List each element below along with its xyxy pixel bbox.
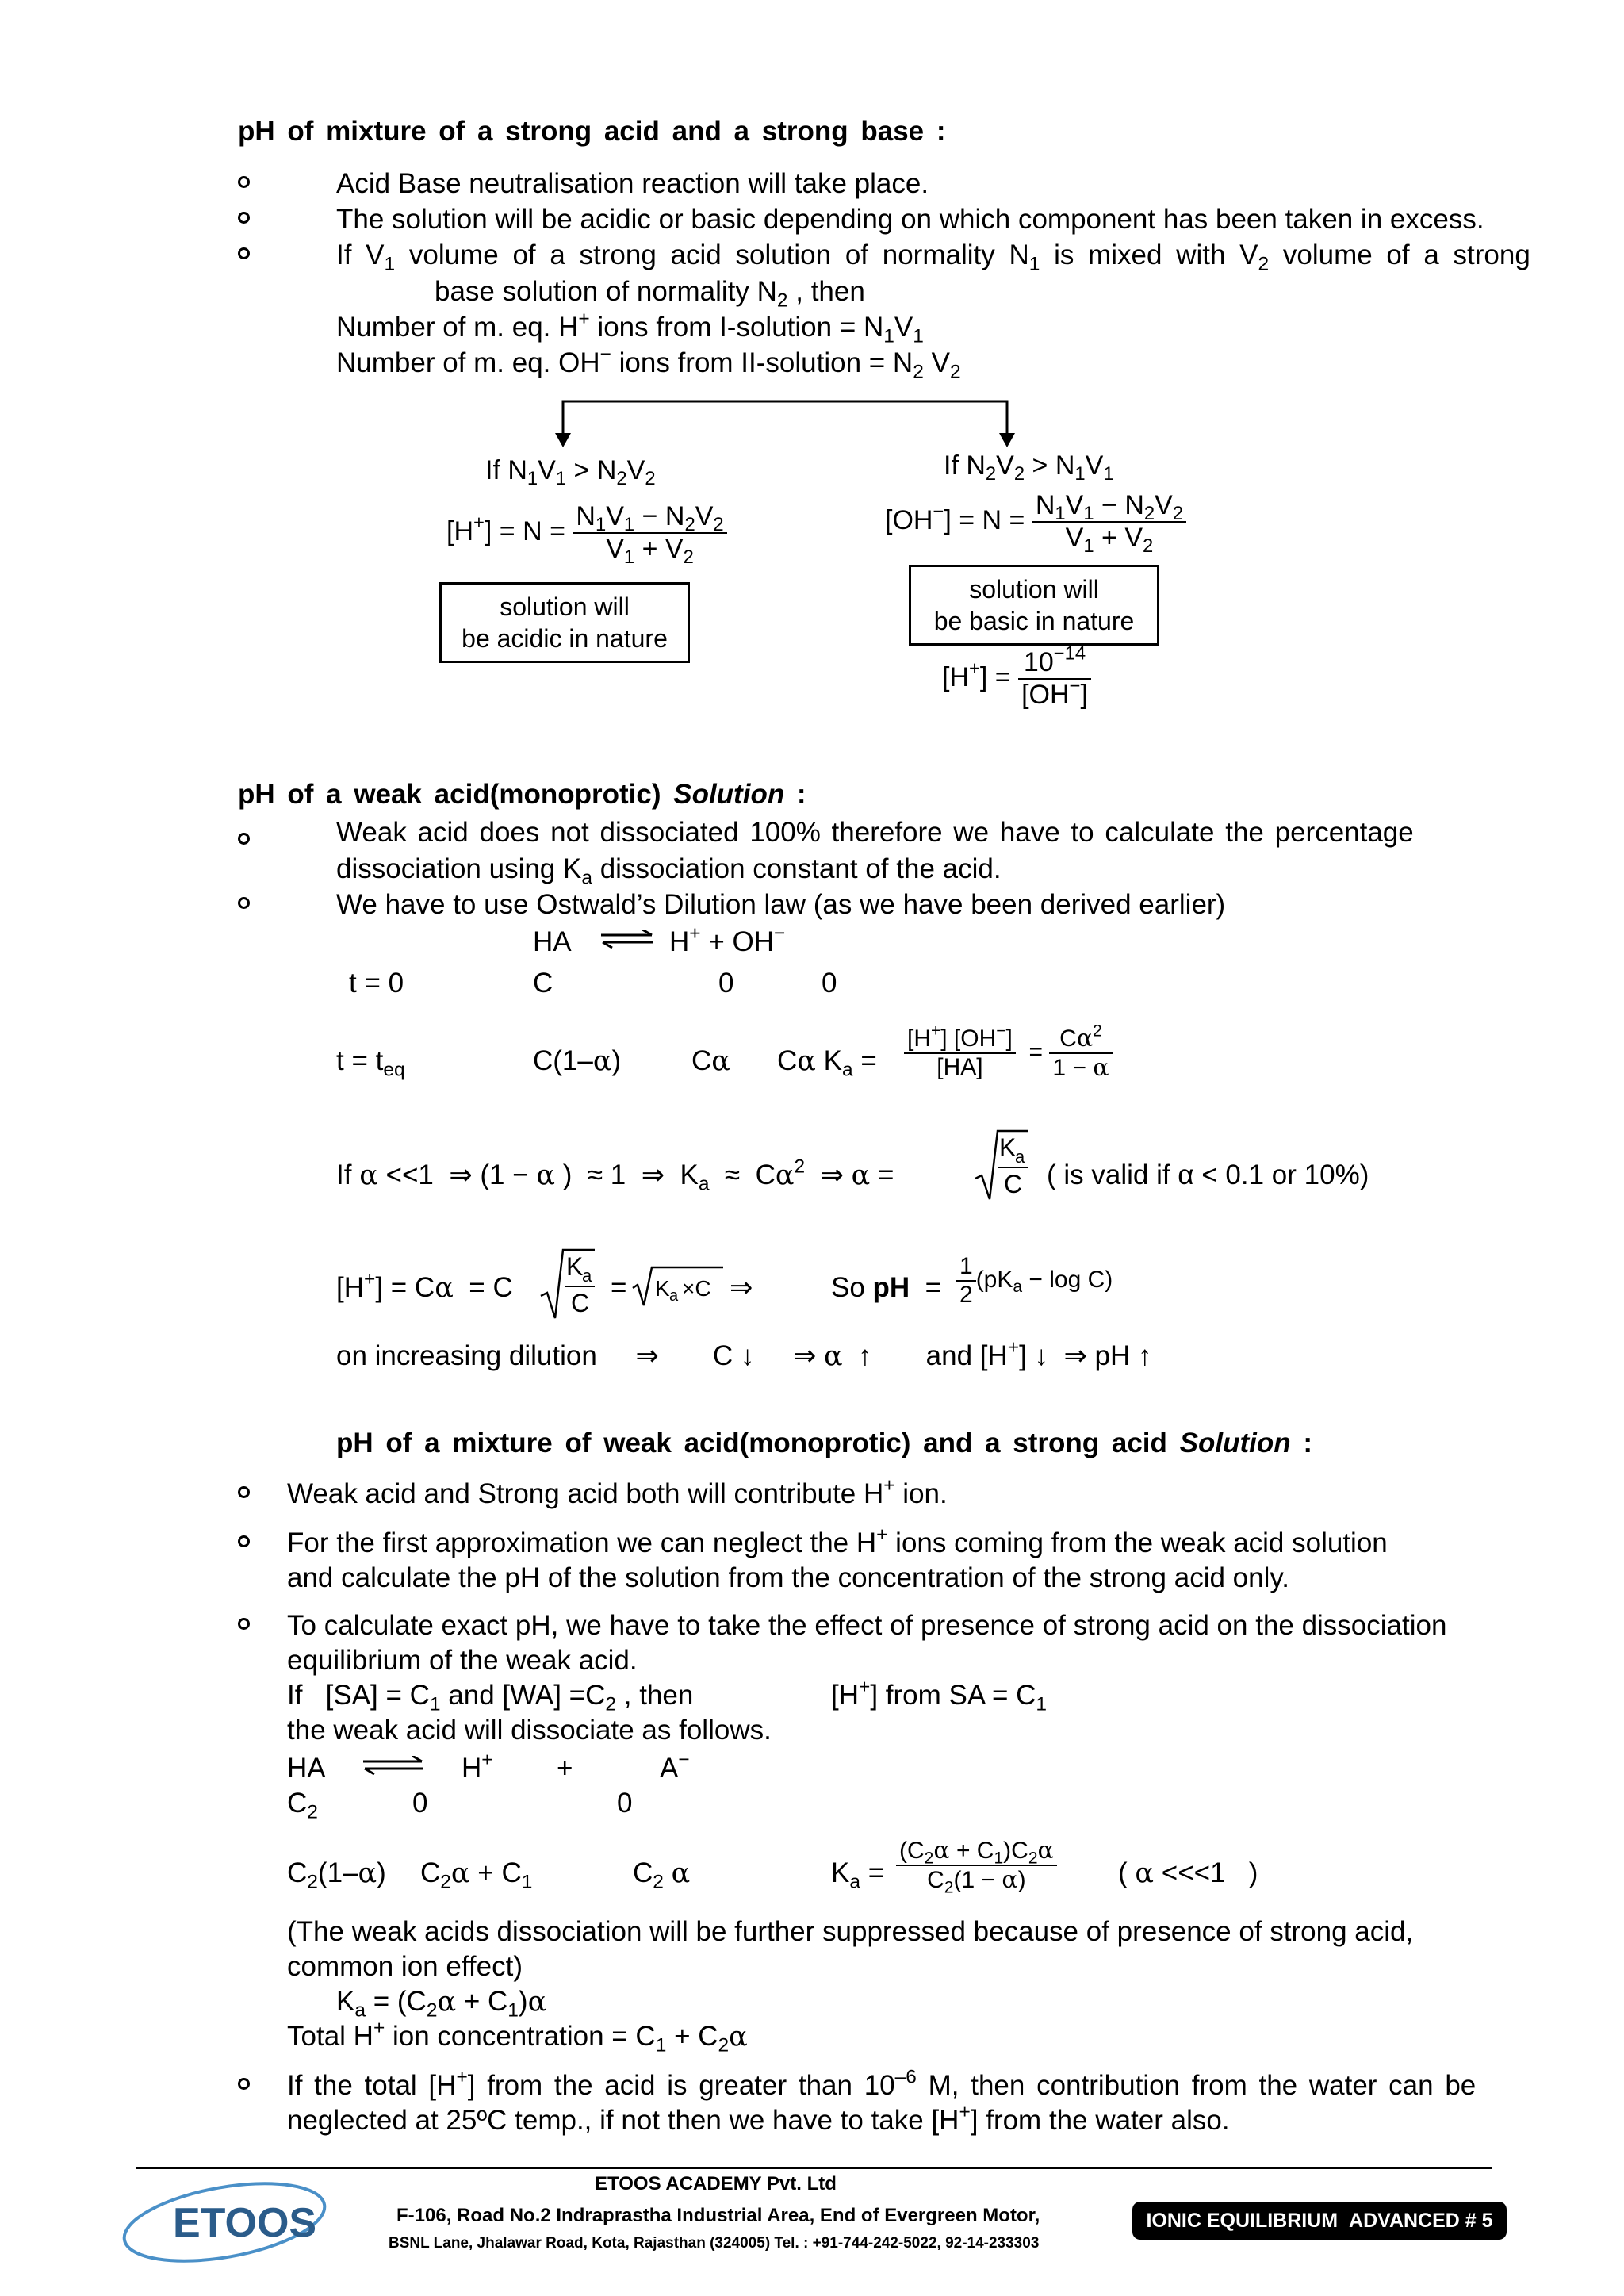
s3-bullet-1: Weak acid and Strong acid both will contribute H+ ion. [287, 1474, 948, 1509]
footer-company: ETOOS ACADEMY Pvt. Ltd [595, 2173, 837, 2194]
svg-text:×C: ×C [682, 1276, 711, 1301]
reaction2-a: A− [660, 1749, 690, 1784]
s3-bullet-2: For the first approximation we can neglect the H+ ions coming from the weak acid solution [287, 1524, 1388, 1558]
s3-bullet-3-cont: equilibrium of the weak acid. [287, 1645, 638, 1676]
bullet-icon [238, 1618, 250, 1630]
section3-heading: pH of a mixture of weak acid(monoprotic) and a strong acid Solution : [336, 1428, 1313, 1458]
bullet-icon [238, 247, 250, 259]
reaction2-ha: HA [287, 1753, 326, 1784]
eq-c2-1-alpha: $C_2(1-\alpha)$ [287, 1857, 386, 1893]
s3-bullet-4-cont: neglected at 25ºC temp., if not then we have to take [H+] from the water also. [287, 2101, 1230, 2136]
suppression-para-cont: common ion effect) [287, 1951, 523, 1982]
equilibrium-arrow-icon [599, 930, 655, 949]
meq-oh-line: Number of m. eq. OH− ions from II-solution = $N_2$ $V_2$ [336, 343, 961, 383]
acidic-box: solution will be acidic in nature [439, 582, 690, 663]
svg-text:C: C [1004, 1170, 1023, 1198]
implies-arrow: ⇒ [730, 1272, 753, 1303]
s3-bullet-2-cont: and calculate the pH of the solution from the concentration of the strong acid only. [287, 1562, 1289, 1593]
basic-box: solution will be basic in nature [909, 565, 1159, 646]
s3-bullet-3: To calculate exact pH, we have to take the effect of presence of strong acid on the dissociation [287, 1610, 1447, 1641]
svg-text:C: C [571, 1289, 590, 1317]
svg-text:a: a [582, 1266, 592, 1286]
left-condition: If $N_1V_1 > N_2V_2$ [485, 455, 656, 490]
alpha-condition: ( α <<<1 ) [1118, 1857, 1258, 1889]
reaction-products: H+ + OH− [669, 922, 786, 957]
validity-note: ( is valid if α < 0.1 or 10%) [1047, 1159, 1369, 1190]
footer-address-1: F-106, Road No.2 Indraprastha Industrial Area, End of Evergreen Motor, [396, 2205, 1040, 2226]
bullet-icon [238, 897, 250, 909]
bullet-icon [238, 2078, 250, 2090]
teq-c1a: C(1–α) [533, 1045, 622, 1077]
left-formula: [H+] = N = $\frac{N_1V_1 - N_2V_2}{V_1 + V_2}$ [446, 501, 727, 565]
t0-label: t = 0 [349, 968, 404, 999]
reaction2-h: H+ [462, 1749, 493, 1784]
reaction2-plus: + [557, 1753, 573, 1784]
s3-bullet-4: If the total [H+] from the acid is greater than $10^{-6}$ M, then contribution from the water can be [287, 2066, 1477, 2101]
bullet-icon [238, 1486, 250, 1498]
sa-wa-line: If $[SA] = C_1$ and $[WA] =C_2$ , then [287, 1680, 694, 1715]
eq-sign: = [611, 1272, 627, 1303]
svg-text:a: a [1015, 1147, 1025, 1167]
bullet-icon [238, 212, 250, 224]
bullet-icon [238, 176, 250, 188]
svg-text:K: K [566, 1252, 584, 1281]
ka2-formula: $\frac{(C_2\alpha + C_1)C_2\alpha}{C_2(1 - \alpha)}$ [896, 1837, 1057, 1894]
bullet-icon [238, 833, 250, 845]
eq-c2a: $C_2$ α [633, 1857, 691, 1893]
so-ph: So pH = [831, 1272, 942, 1303]
ka2-label: $K_a$ = [831, 1857, 885, 1893]
h-ion-line: [H+] = Cα = C [336, 1268, 513, 1304]
ka-simplified: $K_a = (C_2\alpha + C_1)\alpha$ [336, 1986, 547, 2022]
sqrt-ka-c-2 [539, 1247, 596, 1323]
s2-bullet-1: Weak acid does not dissociated 100% therefore we have to calculate the percentage [336, 817, 1414, 848]
ka-formula: $\frac{[H^+] [OH^-]}{[HA]}$ = $\frac{C\alpha^2}{1 - \alpha}$ [904, 1025, 1113, 1082]
svg-text:K: K [999, 1133, 1017, 1162]
t0-c: C [533, 968, 553, 999]
etoos-logo [117, 2175, 331, 2268]
t0-zero1: 0 [718, 968, 734, 999]
footer-divider [136, 2167, 1492, 2169]
h-from-oh-formula: [H+] = $\frac{10^{-14}}{[OH^-]}$ [942, 647, 1091, 711]
teq-ca2: Cα $K_a$ = [777, 1045, 877, 1081]
section2-heading: pH of a weak acid(monoprotic) Solution : [238, 779, 806, 810]
s1-bullet-2: The solution will be acidic or basic depending on which component has been taken in excess. [336, 204, 1484, 235]
chapter-badge: IONIC EQUILIBRIUM_ADVANCED # 5 [1132, 2202, 1507, 2240]
approximation-line: If α <<1 ⇒ (1 − α ) ≈ 1 ⇒ $K_a \approx C\alpha^2$ ⇒ α = [336, 1156, 894, 1195]
s2-bullet-2: We have to use Ostwald’s Dilution law (as we have been derived earlier) [336, 889, 1226, 920]
meq-h-line: Number of m. eq. H+ ions from I-solution = $N_1V_1$ [336, 308, 924, 347]
s2-bullet-1-cont: dissociation using $K_a$ dissociation constant of the acid. [336, 853, 1002, 889]
eq-c2a-c1: $C_2\alpha + C_1$ [420, 1857, 533, 1893]
total-h-line: Total H+ ion concentration = $C_1 + C_2\alpha$ [287, 2017, 748, 2056]
section1-heading: pH of mixture of a strong acid and a strong base : [238, 116, 946, 147]
right-condition: If $N_2V_2 > N_1V_1$ [944, 450, 1114, 485]
right-formula: [OH−] = N = $\frac{N_1V_1 - N_2V_2}{V_1 + V_2}$ [885, 490, 1186, 554]
s1-bullet-3: If $V_1$ volume of a strong acid solution of normality $N_1$ is mixed with $V_2$ volume of a strong [336, 240, 1530, 275]
equilibrium-arrow-icon [362, 1756, 425, 1775]
svg-text:a: a [669, 1287, 679, 1305]
dilution-line: on increasing dilution ⇒ C ↓ ⇒ α ↑ and [H+] ↓ ⇒ pH ↑ [336, 1336, 1152, 1372]
footer-address-2: BSNL Lane, Jhalawar Road, Kota, Rajasthan (324005) Tel. : +91-744-242-5022, 92-14-233303 [389, 2235, 1040, 2252]
svg-text:ETOOS: ETOOS [173, 2200, 317, 2246]
init-zero2: 0 [617, 1788, 633, 1819]
reaction-ha: HA [533, 926, 572, 957]
init-c2: $C_2$ [287, 1788, 318, 1823]
branch-arrows [547, 395, 1023, 450]
weak-dissociate-text: the weak acid will dissociate as follows. [287, 1715, 772, 1746]
teq-label: $t = t_{eq}$ [336, 1045, 405, 1081]
s1-bullet-3-cont: base solution of normality $N_2$ , then [435, 276, 865, 312]
s1-bullet-1: Acid Base neutralisation reaction will take place. [336, 168, 929, 199]
ph-formula: $\frac{1}{2}$ $(pK_a - \log C)$ [956, 1253, 1113, 1309]
suppression-para: (The weak acids dissociation will be further suppressed because of presence of strong acid, [287, 1916, 1414, 1947]
teq-ca1: Cα [691, 1045, 730, 1077]
svg-text:K: K [655, 1276, 670, 1301]
init-zero1: 0 [412, 1788, 428, 1819]
t0-zero2: 0 [822, 968, 837, 999]
sqrt-ka-times-c [631, 1264, 725, 1309]
h-from-sa: [H+] from SA = $C_1$ [831, 1676, 1048, 1715]
bullet-icon [238, 1535, 250, 1547]
sqrt-ka-c [974, 1128, 1029, 1204]
